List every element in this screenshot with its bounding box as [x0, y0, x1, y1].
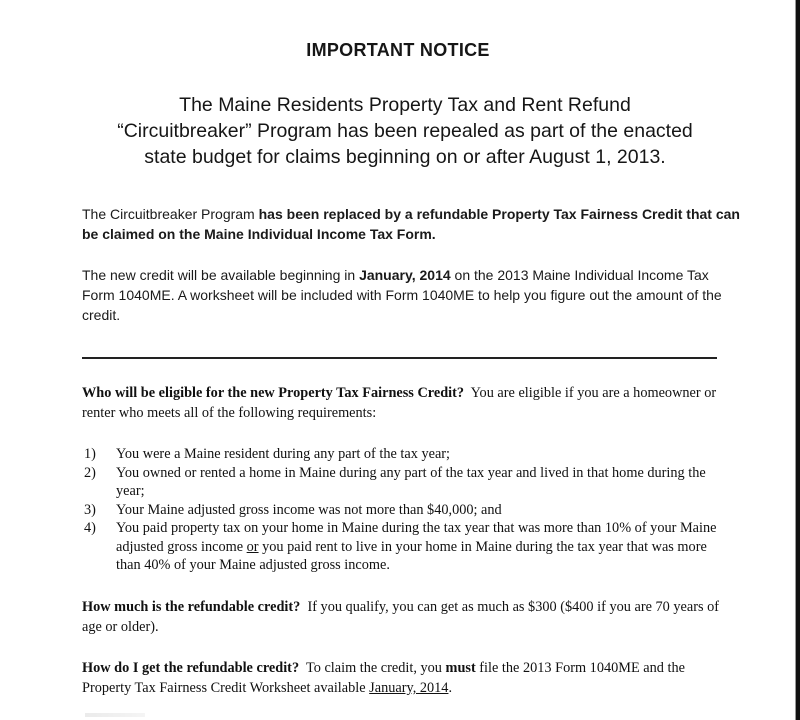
requirement-number: 1) — [84, 446, 96, 462]
requirement-item — [82, 519, 727, 575]
requirement-number: 4) — [84, 520, 96, 536]
cutoff-text-fragment — [85, 713, 145, 717]
page-edge — [795, 0, 800, 720]
requirement-number: 2) — [84, 464, 96, 481]
requirement-text: Your Maine adjusted gross income was not more than $40,000; and — [116, 501, 502, 518]
how-to-must: must — [445, 660, 476, 676]
how-to-question: How do I get the refundable credit? — [82, 660, 300, 676]
amount-answer: If you qualify, you can get as much as $300 ($400 if you are 70 years of age or older). — [82, 599, 723, 635]
requirements-list — [82, 445, 727, 575]
requirement-text — [116, 519, 727, 575]
how-to-answer-suffix: . — [448, 680, 453, 696]
eligibility-paragraph — [82, 383, 722, 423]
how-to-answer-prefix: To claim the credit, you — [299, 660, 446, 676]
how-to-paragraph — [82, 658, 722, 698]
requirement-or-underlined: or — [246, 538, 259, 555]
repeal-line-3: state budget for claims beginning on or after August 1, 2013. — [144, 146, 666, 168]
availability-date: January, 2014 — [359, 267, 451, 283]
replacement-paragraph — [82, 204, 742, 244]
replacement-bold: has been replaced by a refundable Property Tax Fairness Credit that can be claimed on the Maine Individual Income Tax Form. — [82, 206, 740, 242]
requirement-text: You owned or rented a home in Maine during any part of the tax year and lived in that home during the year; — [116, 464, 706, 499]
repeal-line-2: “Circuitbreaker” Program has been repealed as part of the enacted — [117, 120, 693, 142]
notice-title: IMPORTANT NOTICE — [306, 40, 490, 60]
how-to-answer-middle: file the 2013 Form 1040ME and the Property Tax Fairness Credit Worksheet available — [82, 660, 685, 696]
repeal-line-1: The Maine Residents Property Tax and Rent Refund — [179, 94, 631, 116]
section-divider — [82, 357, 717, 359]
requirement-item — [82, 464, 727, 501]
eligibility-question: Who will be eligible for the new Property Tax Fairness Credit? — [82, 385, 465, 401]
how-to-date: January, 2014 — [369, 680, 449, 696]
requirement-number: 3) — [84, 501, 96, 518]
requirement-text-before: You paid property tax on your home in Maine during the tax year that was more than 10% of your Maine adjusted gross income — [116, 520, 717, 555]
requirement-text-after: you paid rent to live in your home in Maine during the tax year that was more than 40% of your Maine adjusted gross income. — [116, 538, 707, 573]
requirement-item — [82, 445, 727, 464]
availability-prefix: The new credit will be available beginning in — [82, 267, 360, 283]
amount-paragraph — [82, 597, 722, 637]
replacement-prefix: The Circuitbreaker Program — [82, 206, 259, 222]
amount-question: How much is the refundable credit? — [82, 599, 301, 615]
availability-paragraph — [82, 265, 742, 325]
eligibility-answer: You are eligible if you are a homeowner or renter who meets all of the following requirements: — [82, 385, 720, 421]
repeal-statement — [60, 92, 750, 170]
requirement-item — [82, 501, 727, 520]
availability-suffix: on the 2013 Maine Individual Income Tax Form 1040ME. A worksheet will be included with Form 1040ME to help you figure out the amount of the credit. — [82, 267, 722, 323]
requirement-text: You were a Maine resident during any part of the tax year; — [116, 446, 451, 462]
